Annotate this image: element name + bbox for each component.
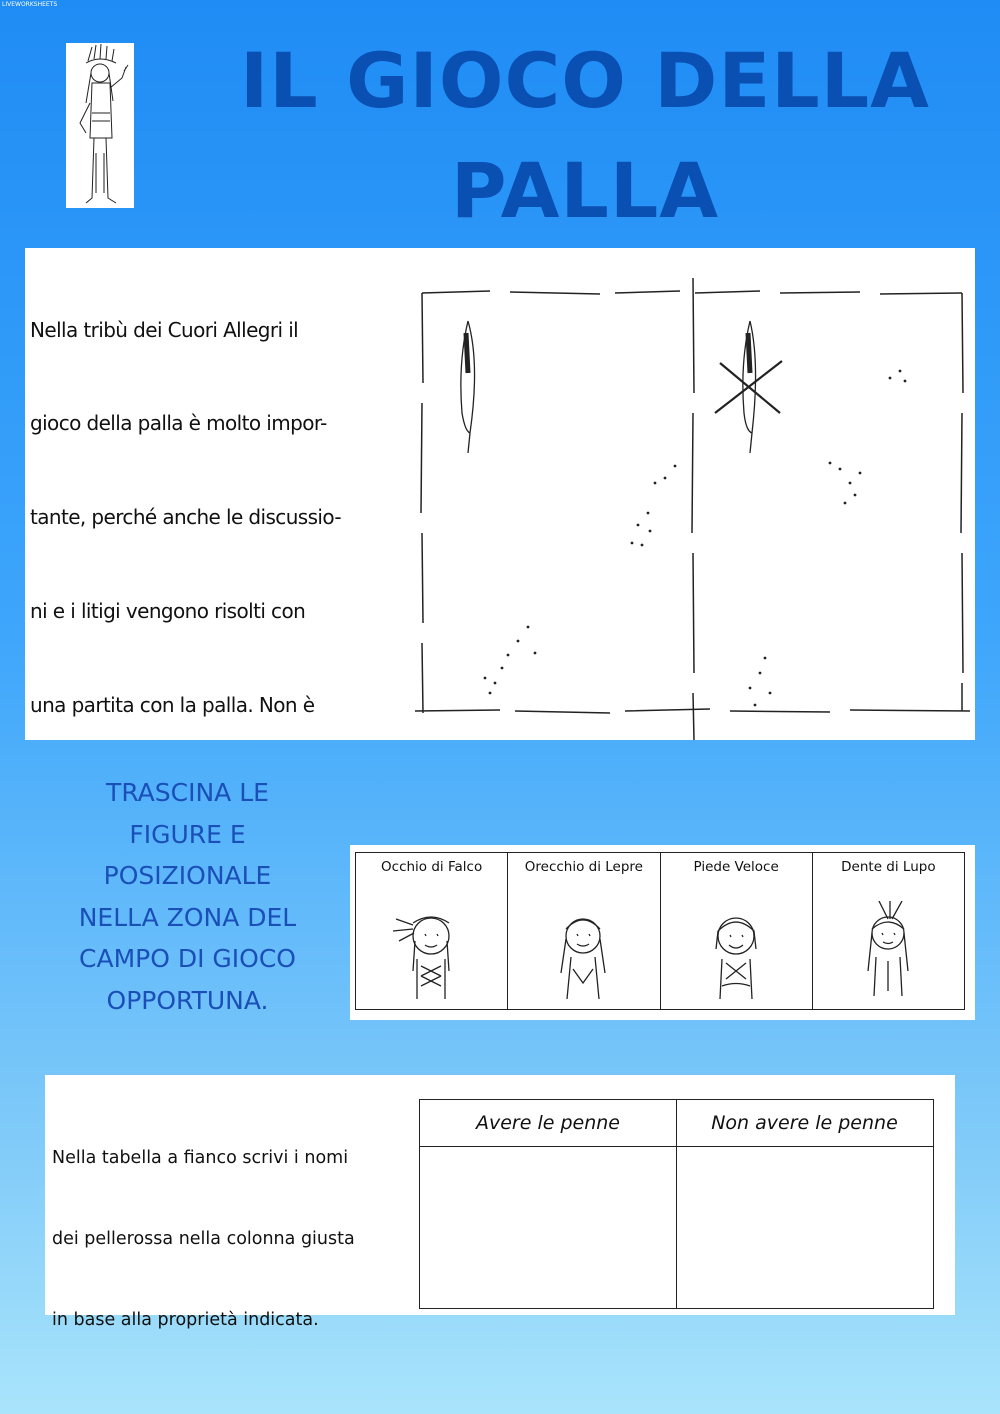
table-instruction-text: [52, 1091, 392, 1388]
table-instruction-line: Nella tabella a fianco scrivi i nomi: [52, 1148, 349, 1168]
player-name: Orecchio di Lepre: [524, 859, 643, 875]
drop-zone-with-feathers[interactable]: [420, 1147, 675, 1308]
player-card-piede-veloce[interactable]: [661, 853, 813, 1009]
player-card-occhio-di-falco[interactable]: [356, 853, 508, 1009]
player-card-dente-di-lupo[interactable]: [813, 853, 964, 1009]
instruction-line: CAMPO DI GIOCO: [79, 944, 296, 973]
story-text: [30, 252, 385, 740]
story-line: Nella tribù dei Cuori Allegri il: [30, 317, 299, 342]
instruction-line: TRASCINA LE: [106, 778, 269, 807]
story-line: ni e i litigi vengono risolti con: [30, 599, 306, 624]
playing-field[interactable]: [410, 273, 975, 740]
field-top-line: [422, 291, 962, 294]
properties-table: [419, 1099, 934, 1309]
instruction-line: NELLA ZONA DEL: [78, 902, 297, 932]
player-name: Occhio di Falco: [381, 859, 483, 875]
instruction-line: FIGURE E: [129, 819, 246, 849]
player-without-feathers-icon[interactable]: [686, 901, 786, 1001]
instruction-line: POSIZIONALE: [103, 861, 272, 890]
story-line: gioco della palla è molto impor-: [30, 411, 327, 436]
title-line-2: PALLA: [450, 146, 720, 235]
column-header-with-feathers: Avere le penne: [475, 1112, 620, 1134]
story-panel: [25, 248, 975, 740]
column-header-without-feathers: Non avere le penne: [711, 1112, 898, 1134]
story-line: tante, perché anche le discussio-: [30, 505, 342, 530]
player-name: Piede Veloce: [693, 859, 779, 875]
page-title: [240, 26, 930, 246]
instruction-line: OPPORTUNA.: [106, 985, 269, 1015]
player-name: Dente di Lupo: [841, 859, 936, 875]
column-divider: [676, 1100, 677, 1308]
native-figure-image: [66, 43, 134, 208]
players-grid: [355, 852, 965, 1010]
feather-icon: [461, 321, 475, 453]
watermark: LIVEWORKSHEETS: [2, 1, 58, 8]
player-with-feathers-icon[interactable]: [838, 901, 938, 1001]
field-left-line: [421, 293, 423, 713]
player-without-feathers-icon[interactable]: [533, 901, 633, 1001]
player-with-feathers-icon[interactable]: [381, 901, 481, 1001]
crossed-feather-icon: [715, 321, 782, 453]
title-line-1: IL GIOCO DELLA: [240, 36, 930, 125]
table-instruction-line: in base alla proprietà indicata.: [52, 1310, 319, 1330]
instruction-text: [55, 772, 320, 1021]
player-card-orecchio-di-lepre[interactable]: [508, 853, 660, 1009]
table-instruction-line: dei pellerossa nella colonna giusta: [52, 1229, 355, 1249]
drop-zone-without-feathers[interactable]: [678, 1147, 933, 1308]
field-middle-line: [692, 278, 694, 740]
field-bottom-line: [415, 709, 970, 713]
players-panel: [350, 845, 975, 1020]
story-line: una partita con la palla. Non è: [30, 693, 315, 718]
field-right-line: [961, 293, 963, 711]
table-panel: [45, 1075, 955, 1330]
